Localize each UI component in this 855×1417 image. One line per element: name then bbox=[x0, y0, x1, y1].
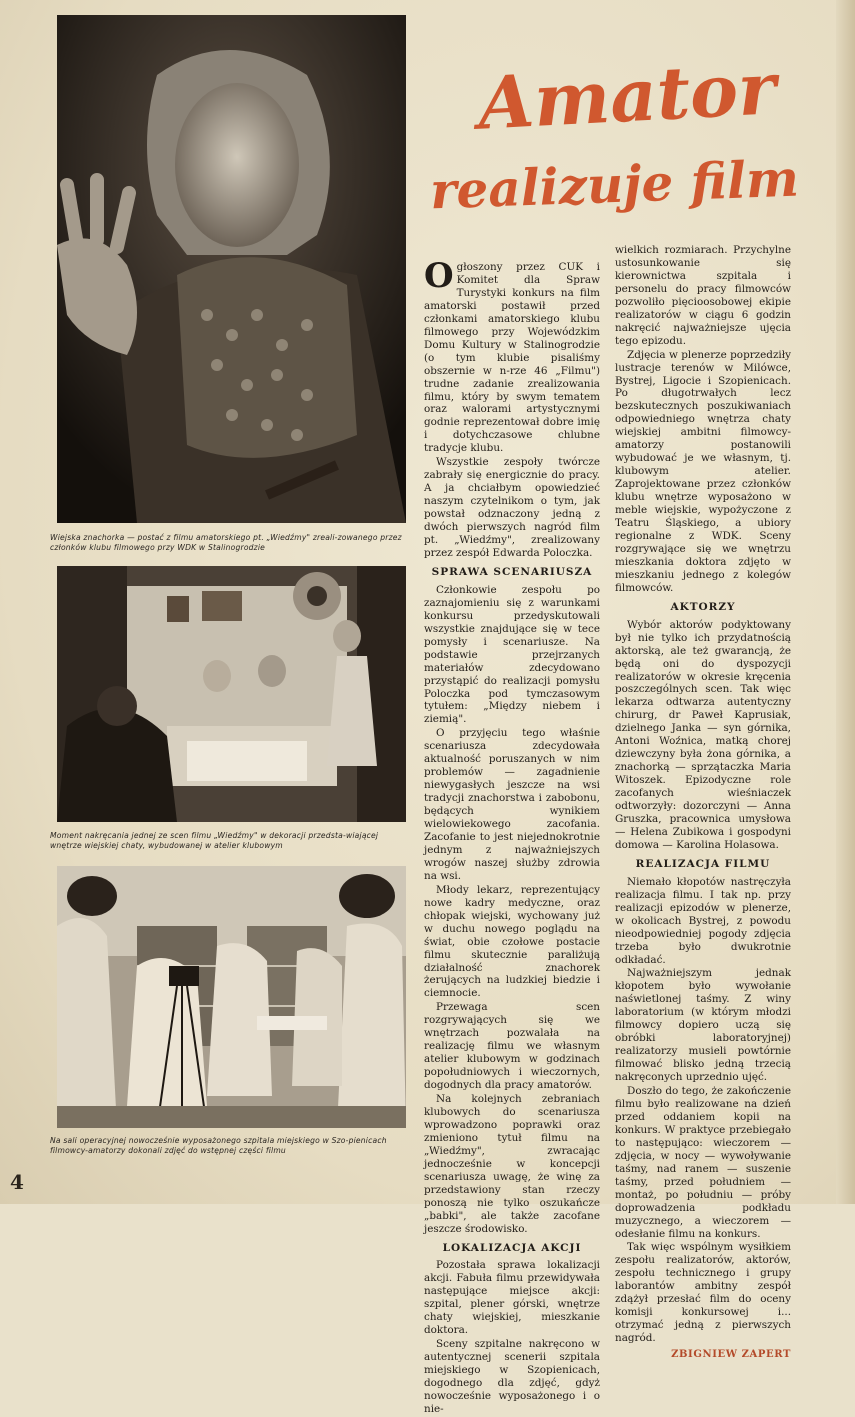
dropcap: O bbox=[424, 256, 454, 296]
caption-cottage-set: Moment nakręcania jednej ze scen filmu „Wiedźmy" w dekoracji przedsta-wiającej wnętrze wiejskiej chaty, wybudowanej w atelier klubowym bbox=[50, 831, 379, 850]
cottage-set-image bbox=[57, 566, 406, 822]
caption-operating-room: Na sali operacyjnej nowocześnie wyposażonego szpitala miejskiego w Szo-pienicach filmowcy-amatorzy dokonali zdjęć do wstępnej części filmu bbox=[50, 1136, 387, 1155]
paragraph: Wszystkie zespoły twórcze zabrały się energicznie do pracy. A ja chciałbym opowiedzieć naszym czytelnikom o tym, jak powstał odznaczony jedną z dwóch pierwszych nagród film pt. „Wiedźmy", zrealizowany przez zespół Edwarda Poloczka. bbox=[424, 456, 600, 559]
section-heading-location: LOKALIZACJA AKCJI bbox=[442, 1241, 582, 1254]
paragraph: Zdjęcia w plenerze poprzedziły lustracje terenów w Milówce, Bystrej, Ligocie i Szopienicach. Po długotrwałych lecz bezskutecznych poszukiwaniach odpowiedniego wnętrza chaty wiejskiej ambitni filmowcy-amatorzy postanowili wybudować je we własnym, tj. klubowym atelier. Zaprojektowane przez członków klubu wnętrze wyposażono w meble wiejskie, wypożyczone z Teatru Śląskiego, a ubiory regionalne z WDK. Sceny rozgrywające się we wnętrzu mieszkania doktora zdjęto w mieszkaniu jednego z kolegów filmowców. bbox=[615, 348, 791, 594]
section-heading-actors: AKTORZY bbox=[670, 600, 736, 613]
herbalist-image bbox=[57, 15, 406, 523]
paragraph: Niemało kłopotów nastręczyła realizacja filmu. I tak np. przy realizacji epizodów w plenerze, w okolicach Bystrej, z powodu nieodpowiedniej pogody zdjęcia trzeba było dwukrotnie odkładać. bbox=[615, 875, 791, 966]
paragraph: O przyjęciu tego właśnie scenariusza zdecydowała aktualność poruszanych w nim problemów — zagadnienie niewygasłych jeszcze na wsi tradycji znachorstwa i zabobonu, będących wynikiem wielowiekowego zacofania. Zacofanie to jest niejednokrotnie jednym z najważniejszych wrogów naszej służby zdrowia na wsi. bbox=[424, 727, 600, 882]
section-heading-production: REALIZACJA FILMU bbox=[635, 857, 771, 870]
page-number: 4 bbox=[10, 1170, 24, 1194]
page-edge-shadow bbox=[836, 0, 855, 1204]
author-byline: ZBIGNIEW ZAPERT bbox=[671, 1349, 791, 1361]
photo-cottage-set bbox=[57, 566, 406, 822]
paragraph: Sceny szpitalne nakręcono w autentycznej scenerii szpitala miejskiego w Szopienicach, dogodnego dla zdjęć, gdyż nowocześnie wyposażonego i o nie- bbox=[424, 1338, 600, 1415]
paragraph: Pozostała sprawa lokalizacji akcji. Fabuła filmu przewidywała następujące miejsce akcji: szpital, plener górski, wnętrze chaty wiejskiej, mieszkanie doktora. bbox=[424, 1259, 600, 1337]
paragraph: Doszło do tego, że zakończenie filmu było realizowane na dzień przed oddaniem kopii na konkurs. W praktyce przebiegało to następująco: wieczorem — zdjęcia, w nocy — wywoływanie taśmy, nad ranem — suszenie taśmy, przed południem — montaż, po południu — próby doprowadzenia podkładu muzycznego, a wieczorem — odesłanie filmu na konkurs. bbox=[615, 1085, 791, 1240]
text-column-1 bbox=[424, 256, 600, 1417]
headline-line2: realizuje film bbox=[429, 148, 800, 221]
paragraph: Młody lekarz, reprezentujący nowe kadry medyczne, oraz chłopak wiejski, wychowany już w duchu nowego poglądu na świat, obie czołowe postacie filmu skutecznie paraliżują działalność znachorek żerujących na ludzkiej biedzie i ciemnocie. bbox=[424, 883, 600, 1000]
paragraph: Na kolejnych zebraniach klubowych do scenariusza wprowadzono poprawki oraz zmieniono tytuł filmu na „Wiedźmy", zwracając jednocześnie w koncepcji scenariusza uwagę, że winę za przedstawiony stan rzeczy ponoszą nie tylko oszukańcze „babki", ale także zacofane jeszcze środowisko. bbox=[424, 1093, 600, 1235]
paragraph: Tak więc wspólnym wysiłkiem zespołu realizatorów, aktorów, zespołu technicznego i grupy laborantów ambitny zespół zdążył przesłać film do oceny komisji konkursowej i... otrzymać jedną z pierwszych nagród. bbox=[615, 1241, 791, 1345]
operating-room-image bbox=[57, 866, 406, 1128]
paragraph: głoszony przez CUK i Komitet dla Spraw Turystyki konkurs na film amatorski postawił przed członkami amatorskiego klubu filmowego przy Wojewódzkim Domu Kultury w Stalinogrodzie (o tym klubie pisaliśmy obszernie w n-rze 46 „Filmu") trudne zadanie zrealizowania filmu, który by swym tematem oraz walorami artystycznymi godnie reprezentował dobre imię i dotychczasowe chlubne tradycje klubu. bbox=[424, 261, 600, 455]
caption-herbalist: Wiejska znachorka — postać z filmu amatorskiego pt. „Wiedźmy" zreali-zowanego przez członków klubu filmowego przy WDK w Stalinogrodzie bbox=[50, 533, 402, 552]
paragraph: Wybór aktorów podyktowany był nie tylko ich przydatnością aktorską, ale też gwarancją, że będą oni do dyspozycji realizatorów w okresie kręcenia poszczególnych scen. Tak więc lekarza odtwarza autentyczny chirurg, dr Paweł Kaprusiak, dzielnego Janka — syn górnika, Antoni Woźnica, matką chorej dziewczyny była żona górnika, a znachorką — sprzątaczka Maria Witoszek. Epizodyczne role zacofanych wieśniaczek odtworzyły: dozorczyni — Anna Gruszka, pracownica umysłowa — Helena Zubikowa i gospodyni domowa — Karolina Holasowa. bbox=[615, 618, 791, 851]
paragraph: Przewaga scen rozgrywających się we wnętrzach pozwalała na realizację filmu we własnym atelier klubowym w godzinach popołudniowych i wieczornych, dogodnych dla pracy amatorów. bbox=[424, 1001, 600, 1092]
photo-operating-room bbox=[57, 866, 406, 1128]
photo-herbalist bbox=[57, 15, 406, 523]
headline-line1: Amator bbox=[475, 45, 778, 146]
paragraph: Członkowie zespołu po zaznajomieniu się z warunkami konkursu przedyskutowali wszystkie znajdujące się w tece pomysły i scenariusze. Na podstawie przejrzanych materiałów zdecydowano przystąpić do realizacji pomysłu Poloczka pod tymczasowym tytułem: „Między niebem i ziemią". bbox=[424, 583, 600, 726]
paragraph: Najważniejszym jednak kłopotem było wywołanie naświetlonej taśmy. Z winy laboratorium (w którym młodzi filmowcy dopiero uczą się obróbki laboratoryjnej) realizatorzy musieli powtórnie filmować blisko jedną trzecią nakręconych uprzednio ujęć. bbox=[615, 967, 791, 1084]
section-heading-scenario: SPRAWA SCENARIUSZA bbox=[431, 565, 593, 578]
text-column-2 bbox=[615, 244, 791, 1362]
paragraph: wielkich rozmiarach. Przychylne ustosunkowanie się kierownictwa szpitala i personelu do pracy filmowców pozwoliło pięcioosobowej ekipie realizatorów w ciągu 6 godzin nakręcić najważniejsze ujęcia tego epizodu. bbox=[615, 244, 791, 347]
